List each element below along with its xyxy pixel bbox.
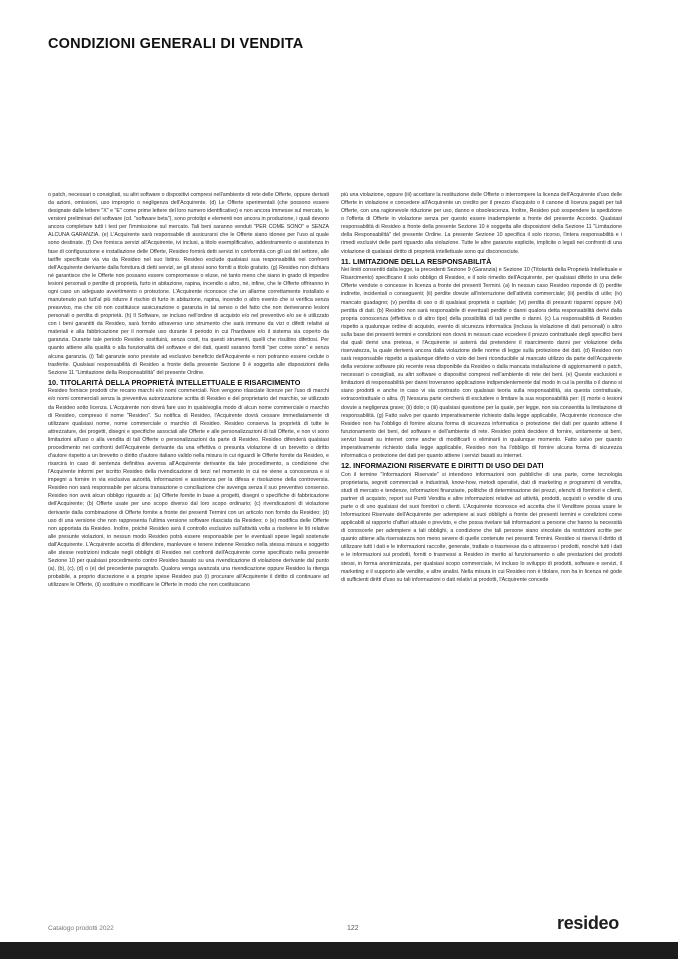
page-number: 122 xyxy=(347,925,359,932)
resideo-logo: resideo xyxy=(557,913,619,933)
right-column xyxy=(341,191,622,584)
section-12-text: Con il termine "Informazioni Riservate" si intendono informazioni non pubbliche di una parte, come tecnologia proprietaria, segreti commerciali e industriali, know-how, metodi operativi, dati di marketing e programmi di vendita, studi di mercato e tendenze, informazioni finanziarie, politiche di determinazione dei prezzi, elenchi di fornitori e clienti, partner di acquisto, report sui Punti Vendita e altre informazioni relative ad attività, prodotti, acquisti o vendite di una parte o di uno qualsiasi dei suoi fornitori o clienti. L'Acquirente riconosce ed accetta che il Venditore possa usare le Informazioni Riservate dell'Acquirente per adempiere ai suoi obblighi a fronte dei presenti termini e condizioni come applicabili al rapporto d'affari attuale o previsto, e che possa rivelare tali informazioni a persone che hanno la necessità di conoscerle per adempiere a tali obblighi, a condizione che tali persone siano vincolate da restrizioni scritte per quanto attiene alla riservatezza non meno severe di quelle contenute nei presenti Termini. Resideo si riserva il diritto di utilizzare tutti i dati e le informazioni raccolte, generate, trattate o trasmesse da o attraverso i prodotti, nonché tutti i dati e le informazioni sui prodotti, forniti o trasmessi a Resideo in merito al funzionamento o alle prestazioni dei prodotti stessi, in forma anonimizzata, per qualsiasi scopo commerciale, ivi incluso lo sviluppo di prodotti, software e servizi, il marketing e il supporto alle vendite, e altre analisi. Nella misura in cui Resideo non è titolare, non ha in licenza né gode di sufficienti diritti d'uso su tali informazioni o dati relativi ai prodotti, l'Acquirente concede xyxy=(341,471,622,583)
paragraph-warranty-continued: o patch, necessari o consigliati, su altri software o dispositivi compresi nell'ambiente di rete delle Offerte, oppure derivati da azioni, omissioni, uso improprio o negligenza dell'Acquirente. (d) Le Offerte sperimentali (che possono essere designate dalle lettere "X" e "E" come prime lettere del loro numero identificativo) e non ancora immesse sul mercato, le versioni preliminari del software (cd. "software beta"), sono prototipi e elementi non ancora in produzione, i quali devono ancora completare tutti i test per l'immissione sul mercato. Tali beni saranno venduti "PER COME SONO" e SENZA ALCUNA GARANZIA. (e) L'Acquirente sarà responsabile di assicurarsi che le Offerte siano idonee per l'uso al quale sono destinate. (f) Ove fornisca servizi all'Acquirente, ivi inclusi, a titolo esemplificativo, addestramento o assistenza in fase di configurazione e installazione delle Offerte, Resideo fornirà detti servizi in conformità con gli usi del settore, alle tariffe specificate via via da Resideo nel suo listino. Resideo esclude qualsiasi sua responsabilità nei confronti dell'Acquirente derivante dalla fornitura di detti servizi, se gli stessi sono forniti a titolo gratuito. (g) Resideo non dichiara né garantisce che le Offerte non possano essere compromesse o eluse, né tanto meno che siano in grado di impedire lesioni personali o perdite di proprietà, furto in abitazione, rapina, incendio o altro, né, infine, che le Offerte offriranno in ogni caso un adeguato avvertimento o protezione. L'Acquirente riconosce che un allarme correttamente installato e manutenuto può tutt'al più ridurre il rischio di furto in abitazione, rapina, incendio o altro evento che si verifica senza preavviso, ma che ciò non costituisce assicurazione o garanzia in tal senso o del fatto che non deriveranno lesioni personali o perdita di proprietà. (h) Il Software, se incluso nell'ordine di acquisto e/o nel preventivo e/o se è utilizzato con i beni garantiti da Resideo, sarà fornito attraverso uno strumento che sarà immune da vizi o difetti relativi ai materiali e alla fabbricazione per il normale uso durante il periodo in cui l'hardware e/o il sistema sia coperto da garanzia. Durante tale periodo Resideo sostituirà, senza costi, tra questi strumenti, quelli che risultino difettosi. Per quanto attiene alla qualità o alla funzionalità del software e dei dati, questi saranno forniti "per come sono" e senza alcuna garanzia. (i) Tali garanzie sono previste ad esclusivo beneficio dell'Acquirente e non potranno essere cedute o trasferite. Qualsiasi responsabilità di Resideo a fronte della presente Sezione 9 è soggetta alle disposizioni della Sezione 11 "Limitazione della Responsabilità" del presente Ordine. xyxy=(48,192,329,376)
section-10-text: Resideo fornisce prodotti che recano marchi e/o nomi commerciali. Non vengono rilasciate licenze per l'uso di marchi e/o nomi commerciali senza la preventiva autorizzazione scritta di Resideo e del proprietario del marchio, se utilizzato da Resideo sotto licenza. L'Acquirente non dovrà fare uso in qualsivoglia modo di alcun nome commerciale o marchio di Resideo, compreso il nome "Resideo". Su notifica di Resideo, l'Acquirente dovrà cessare immediatamente di utilizzare qualsiasi nome, nome commerciale o marchio di Resideo. Resideo conserva la proprietà di tutte le attrezzature, dei progetti, disegni e specifiche associati alle Offerte e alle personalizzazioni di tali Offerte, e non vi sono limitazioni all'uso o alla vendita di tali Offerte o personalizzazioni da parte di Resideo. Resideo difenderà qualsiasi procedimento nei confronti dell'Acquirente derivante da una effettiva o presunta violazione di un brevetto o diritto d'autore rispetto a un brevetto o diritto d'autore italiano valido nella misura in cui riguardi le Offerte fornite da Resideo, e risarcirà in caso di sentenza definitiva avversa all'Acquirente derivante da tale procedimento, a condizione che l'Acquirente informi per iscritto Resideo della rivendicazione di terzi nel momento in cui ne viene a conoscenza e si impegni a fornire in via esclusiva autorità, informazioni e assistenza per la difesa e risoluzione della controversia. Resideo non sarà responsabile per alcuna transazione o conciliazione che avvenga senza il suo preventivo consenso. Resideo non avrà alcun obbligo riguardo a: (a) Offerte fornite in base a progetti, disegni o specifiche di fabbricazione dell'Acquirente; (b) Offerte usate per uno scopo diverso dal loro scopo ordinario; (c) rivendicazioni di violazione derivante dalla combinazione di Offerte fornite a fronte dei presenti Termini con un articolo non fornito da Resideo; (d) uso di una versione che non rappresenta l'ultima versione software rilasciata da Resideo; o (e) modifica delle Offerte non apportata da Resideo. Inoltre, poiché Resideo avrà il controllo esclusivo sull'attività volta a risolvere le liti relative alle presunte violazioni, in nessun modo Resideo potrà essere responsabile per le eventuali spese legali sostenute dall'Acquirente. L'Acquirente accetta di difendere, manlevare e tenere indenne Resideo nella stessa misura e soggetto alle stesse restrizioni indicate negli obblighi di Resideo nei confronti dell'Acquirente come specificato nella presente Sezione 10 per qualsiasi procedimento contro Resideo basato su una rivendicazione di violazione derivante dal punto (a), (b), (c), (d) o (e) del precedente paragrafo. Qualora venga avanzata una rivendicazione oppure Resideo la ritenga probabile, a proprio discrezione e a proprie spese Resideo può (i) procurare all'Acquirente il diritto di continuare ad utilizzare le Offerte, (ii) sostituire o modificare le Offerte in modo che non costituiscano xyxy=(48,388,329,589)
left-column xyxy=(48,191,329,589)
section-10-heading: 10. TITOLARITÀ DELLA PROPRIETÀ INTELLETTUALE E RISARCIMENTO xyxy=(48,377,301,387)
section-11-heading: 11. LIMITAZIONE DELLA RESPONSABILITÀ xyxy=(341,256,492,266)
bottom-bar xyxy=(0,942,678,959)
catalog-label: Catalogo prodotti 2022 xyxy=(48,925,114,932)
paragraph-section-10-continued: più una violazione, oppure (iii) accettare la restituzione delle Offerte o interrompere la licenza dell'Acquirente d'uso delle Offerte in violazione e concedere all'Acquirente un credito per il prezzo d'acquisto o il canone di licenza pagati per tali Offerte, con una ragionevole riduzione per uso, danno e obsolescenza. Inoltre, Resideo può sospendere la spedizione o l'offerta di Offerte in violazione senza per questo essere inadempiente a fronte del presente Accordo. Qualsiasi responsabilità di Resideo a fronte della presente Sezione 10 è soggetta alle disposizioni della Sezione 11 "Limitazione della Responsabilità" del presente Ordine. La presente Sezione 10 specifica il solo ricorso, l'intera responsabilità e i rimedi esclusivi delle parti riguardo alla violazione. Tutte le altre garanzie esplicite, implicite o legali nei confronti di una violazione di qualsiasi diritto di proprietà intellettuale sono qui disconosciute. xyxy=(341,192,622,255)
section-11-text: Nei limiti consentiti dalla legge, la precedenti Sezione 9 (Garanzia) e Sezione 10 (Titolarità della Proprietà Intellettuale e Risarcimento) specificano il solo obbligo di Resideo, e il solo rimedio dell'Acquirente, per qualsiasi difetto in una delle Offerte vendute o concesse in licenza a fronte dei presenti Termini. (a) In nessun caso Resideo risponde di (i) perdite indirette, incidentali o conseguenti; (ii) perdite dovute all'interruzione dell'attività commerciale; (iii) perdita di utile; (iv) mancato guadagno; (v) perdita di uso o di qualsiasi proprietà o capitale; (vi) perdita di presunti risparmi oppure (vii) perdita di dati. (b) Resideo non sarà responsabile di eventuali perdite o danni qualora detta responsabilità derivi dalla propria conoscenza (effettiva o di altro tipo) della possibilità di tali perdite o danni. (c) La responsabilità di Resideo rispetto a qualunque ordine di acquisto, evento di sicurezza informatica (inclusa la violazione di dati personali) o altro sulla base dei presenti termini e condizioni non dovrà in nessun caso eccedere il prezzo contrattuale degli specifici beni dai quali derivi una pretesa, e l'Acquirente si asterrà dal pretendere il risarcimento danni per violazione della riservatezza, la quale deriverà ancora dalla violazione delle norme di legge sulla protezione dei dati. (d) Resideo non sarà responsabile rispetto a qualunque difetto o vizio dei beni riconducibile al mancato utilizzo da parte dell'Acquirente della versione software più recente resa disponibile da Resideo o dalla mancata installazione di aggiornamenti o patch, necessari o consigliati, su altri software o dispositivi compresi nell'ambiente di rete dei beni. (e) Queste esclusioni e limitazioni di responsabilità per danni troveranno applicazione indipendentemente dal modo in cui la perdita o il danno si siano prodotti e anche in caso vi sia contrasto con qualsiasi teoria sulla responsabilità, sia questa contrattuale, extracontrattuale o altra. (f) Nessuna parte cercherà di escludere o limitare la sua responsabilità per: (i) morte o lesioni dovute a negligenza grave; (ii) dolo; o (iii) qualsiasi questione per la quale, per legge, non sia consentita la limitazione di responsabilità. (g) Fatto salvo per quanto imperativamente richiesto dalla legge applicabile, l'Acquirente riconosce che Resideo non ha l'obbligo di fornire alcuna forma di sicurezza informatica o protezione dei dati per quanto attiene il funzionamento dei beni, del software e dell'ambiente di rete. Resideo potrà decidere di fornire, unitamente ai beni, servizi basati su internet come anche di modificarli o eliminarli in qualunque momento. Fatto salvo per quanto imperativamente richiesto dalla legge applicabile, Resideo non ha l'obbligo di fornire alcuna forma di sicurezza informatica o protezione dei dati per quanto attiene i servizi basati su internet. xyxy=(341,267,622,460)
page-title: CONDIZIONI GENERALI DI VENDITA xyxy=(48,36,304,52)
section-12-heading: 12. INFORMAZIONI RISERVATE E DIRITTI DI USO DEI DATI xyxy=(341,461,544,471)
